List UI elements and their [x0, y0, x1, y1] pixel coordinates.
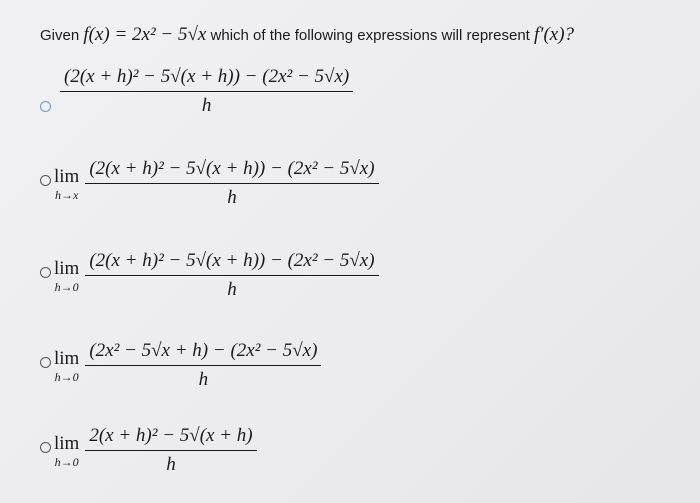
radio-button-3[interactable]: [40, 267, 51, 278]
limit-sub-5: h→0: [54, 454, 79, 469]
answer-option-5[interactable]: [40, 425, 257, 476]
denominator-4: h: [198, 369, 209, 390]
question-derivative: f′(x)?: [534, 24, 575, 45]
limit-label-4: lim: [54, 347, 80, 369]
denominator-3: h: [227, 279, 237, 300]
fraction-5: [85, 425, 256, 476]
limit-label-2: lim: [54, 165, 80, 187]
fraction-1: [60, 66, 353, 117]
radio-button-2[interactable]: [40, 175, 51, 186]
question-prefix: Given: [40, 27, 80, 44]
fraction-2: [85, 158, 378, 209]
answer-option-1[interactable]: [40, 66, 353, 117]
radio-button-4[interactable]: [40, 357, 51, 368]
denominator-1: h: [201, 95, 212, 116]
answer-option-2[interactable]: [40, 158, 379, 209]
answer-option-4[interactable]: [40, 340, 321, 391]
denominator-2: h: [227, 187, 237, 208]
question-function: f(x) = 2x² − 5√x: [83, 24, 207, 45]
question-text: [40, 24, 574, 46]
numerator-2: (2(x + h)² − 5√(x + h)) − (2x² − 5√x): [89, 158, 375, 179]
limit-sub-3: h→0: [54, 279, 79, 294]
numerator-5: 2(x + h)² − 5√(x + h): [89, 425, 253, 446]
numerator-1: (2(x + h)² − 5√(x + h)) − (2x² − 5√x): [64, 66, 350, 87]
numerator-4: (2x² − 5√x + h) − (2x² − 5√x): [89, 340, 318, 361]
fraction-4: [85, 340, 321, 391]
question-middle: which of the following expressions will represent: [210, 27, 530, 44]
limit-5: [54, 434, 79, 468]
denominator-5: h: [166, 454, 176, 475]
fraction-3: [85, 250, 378, 301]
limit-2: [54, 167, 79, 201]
limit-3: [54, 259, 79, 293]
numerator-3: (2(x + h)² − 5√(x + h)) − (2x² − 5√x): [89, 250, 375, 271]
radio-button-5[interactable]: [40, 442, 51, 453]
limit-sub-2: h→x: [55, 187, 79, 202]
answer-option-3[interactable]: [40, 250, 379, 301]
limit-label-3: lim: [54, 257, 80, 279]
limit-sub-4: h→0: [54, 369, 79, 384]
radio-button-1[interactable]: [40, 101, 51, 112]
limit-label-5: lim: [54, 432, 80, 454]
limit-4: [54, 349, 79, 383]
